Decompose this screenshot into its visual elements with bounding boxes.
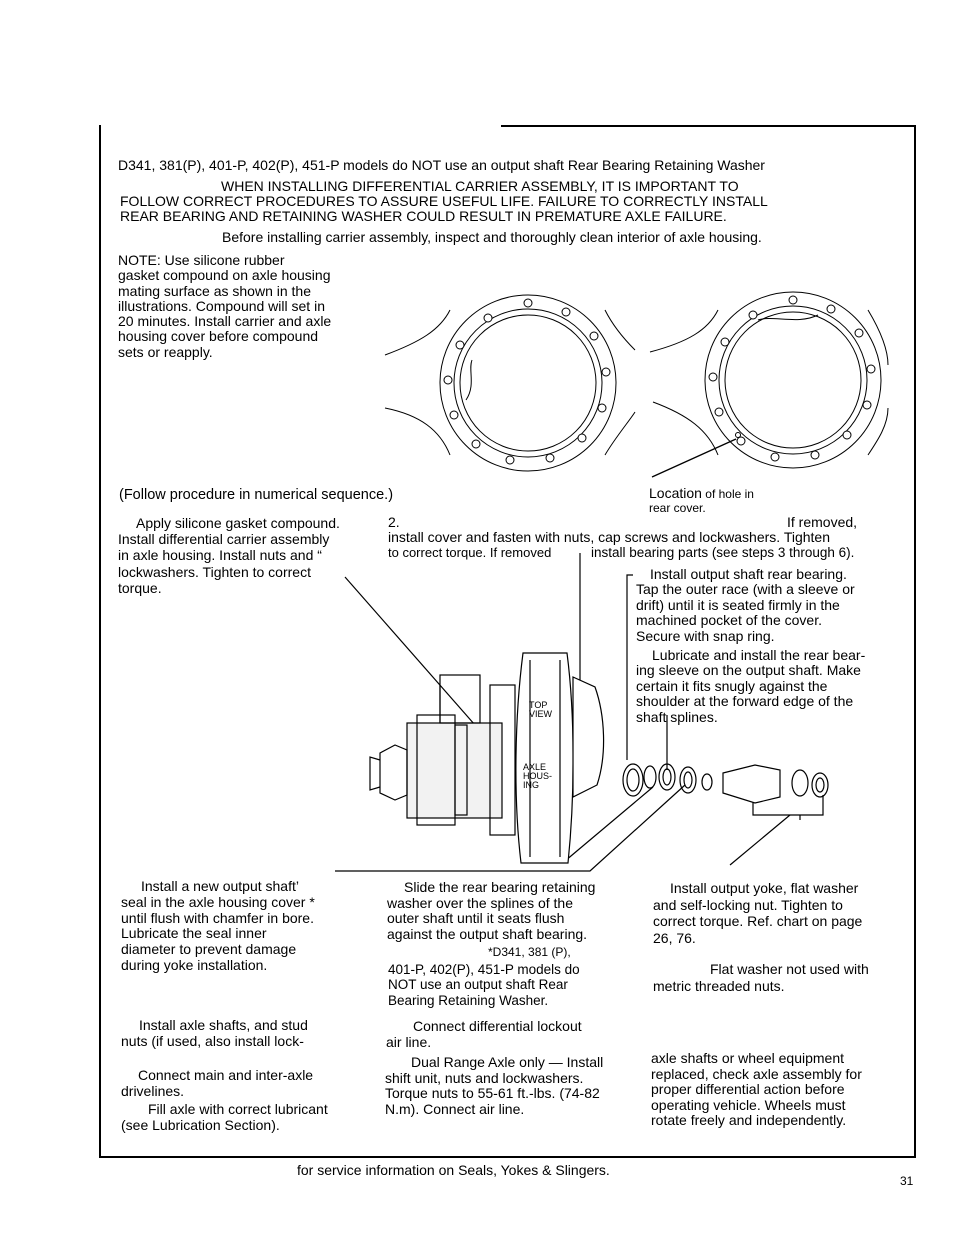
step-2-line3a: to correct torque. If removed (388, 545, 552, 560)
bolt-holes-left (444, 299, 610, 464)
top-view-label (529, 700, 553, 719)
silicone-note: NOTE: Use silicone rubber gasket compound on axle housing mating surface as shown in the illustrations. Compound will set in 20 minutes. Install carrier and axle housing cover before compound sets or reapply. (118, 252, 332, 360)
step-6-footnote-a: *D341, 381 (P), (488, 945, 571, 959)
step-3-text: Install output shaft rear bearing. Tap the outer race (with a sleeve or drift) until it is seated firmly in the machined pocket of the cover. Secure with snap ring. (636, 566, 855, 644)
step-1-text: Apply silicone gasket compound. Install differential carrier assembly in axle housing. Install nuts and “ lockwashers. Tighten to correct torque. (118, 515, 340, 596)
hole-location-rest: of hole in rear cover. (649, 487, 754, 515)
caution-text: WHEN INSTALLING DIFFERENTIAL CARRIER ASSEMBLY, IT IS IMPORTANT TO FOLLOW CORRECT PROCEDURES TO ASSURE USEFUL LIFE. FAILURE TO CORRECTLY INSTALL REAR BEARING AND RETAINING WASHER COULD RESULT IN PREMATURE AXLE FAILURE. (120, 178, 768, 224)
step-2-if-removed: If removed, (787, 514, 858, 530)
leader-step7 (730, 815, 790, 865)
leader-step3 (627, 575, 633, 760)
sequence-note: (Follow procedure in numerical sequence.) (119, 487, 394, 503)
carrier-exploded-illustration (335, 565, 835, 875)
step-8-text: Install axle shafts, and stud nuts (if used, also install lock- (121, 1017, 308, 1049)
step-10-text: Fill axle with correct lubricant (see Lubrication Section). (121, 1101, 328, 1133)
top-view-line1: TOP (529, 700, 548, 710)
step-2-line3b: install bearing parts (see steps 3 through 6). (591, 545, 855, 560)
step-6-footnote-b: 401-P, 402(P), 451-P models do NOT use an output shaft Rear Bearing Retaining Washer. (388, 962, 580, 1008)
left-rule (99, 125, 101, 1157)
page-number: 31 (900, 1174, 914, 1188)
step-2-body: install cover and fasten with nuts, cap screws and lockwashers. Tighten (388, 529, 830, 545)
step-12-text: Dual Range Axle only — Install shift unit, nuts and lockwashers. Torque nuts to 55-61 ft.-lbs. (74-82 N.m). Connect air line. (385, 1054, 604, 1117)
step-7-note: Flat washer not used with metric threaded nuts. (653, 961, 869, 994)
step-9-text: Connect main and inter-axle drivelines. (121, 1067, 314, 1099)
housing-left (380, 290, 635, 472)
axle-housing-line1: AXLE (523, 762, 547, 772)
axle-housing-line3: ING (523, 780, 540, 790)
housing-right (650, 292, 888, 468)
hole-location-word: Location (649, 485, 702, 501)
models-note: D341, 381(P), 401-P, 402(P), 451-P models do NOT use an output shaft Rear Bearing Retaining Washer (118, 157, 765, 173)
top-rule-right (501, 125, 915, 127)
step-13-text: axle shafts or wheel equipment replaced, check axle assembly for proper differential action before operating vehicle. Wheels must rotate freely and independently. (651, 1050, 862, 1128)
hole-location-label (649, 474, 754, 515)
axle-housing-ring (516, 653, 573, 863)
step-6-text: Slide the rear bearing retaining washer over the splines of the outer shaft until it seats flush against the output shaft bearing. (387, 879, 596, 942)
inspect-text: Before installing carrier assembly, inspect and thoroughly clean interior of axle housing. (222, 229, 762, 245)
top-view-line2: VIEW (529, 709, 553, 719)
bottom-rule (99, 1156, 916, 1158)
leader-bottom-left (335, 785, 685, 871)
step-7-text: Install output yoke, flat washer and self-locking nut. Tighten to correct torque. Ref. chart on page 26, 76. (653, 880, 863, 946)
axle-housing-line2: HOUS- (523, 771, 552, 781)
step-2-number: 2. (388, 514, 400, 530)
gasket-illustrations (380, 290, 890, 475)
right-rule (914, 125, 916, 1157)
hole-pointer-line (652, 439, 736, 477)
step-4-text: Lubricate and install the rear bear- ing sleeve on the output shaft. Make certain it fits snugly against the shoulder at the forward edge of the shaft splines. (636, 647, 866, 725)
leader-step6 (565, 787, 653, 861)
footer-service-info: for service information on Seals, Yokes & Slingers. (297, 1162, 610, 1178)
step-5-text: Install a new output shaft’ seal in the axle housing cover * until flush with chamfer in bore. Lubricate the seal inner diameter to prevent damage during yoke installation. (121, 878, 315, 973)
step-11-text: Connect differential lockout air line. (386, 1018, 582, 1050)
leader-step1 (345, 577, 475, 725)
bolt-holes-right (709, 296, 875, 461)
